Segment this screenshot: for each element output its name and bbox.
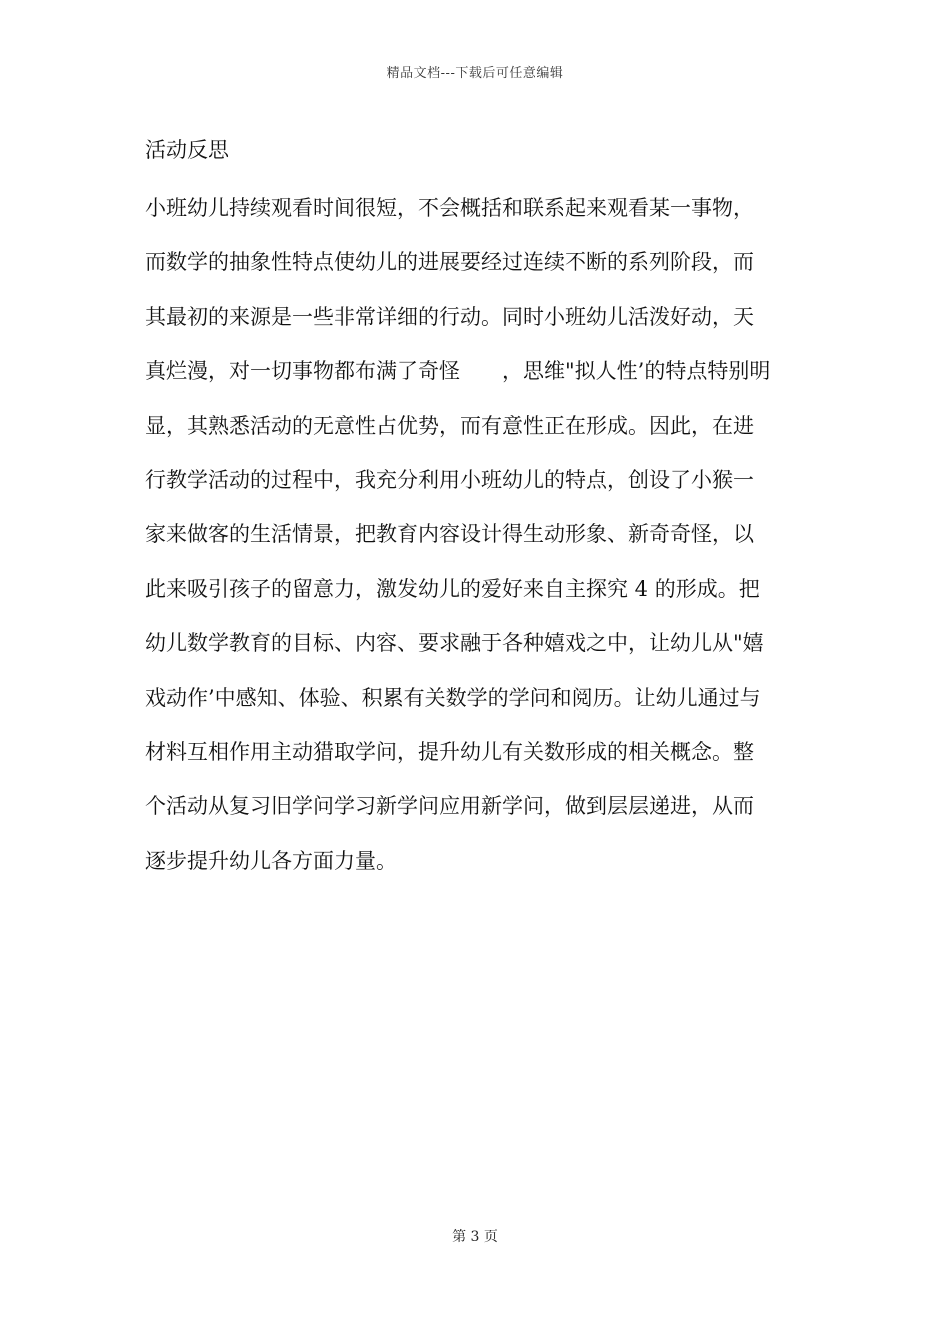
body-line: 行教学活动的过程中，我充分利用小班幼儿的特点，创设了小猴一 xyxy=(145,467,754,492)
body-line: 小班幼儿持续观看时间很短，不会概括和联系起来观看某一事物， xyxy=(145,196,754,220)
body-line: 逐步提升幼儿各方面力量。 xyxy=(145,848,397,873)
page-number: 第 3 页 xyxy=(452,1229,498,1245)
body-line: 此来吸引孩子的留意力，激发幼儿的爱好来自主探究 4 的形成。把 xyxy=(145,576,760,601)
body-line: 而数学的抽象性特点使幼儿的进展要经过连续不断的系列阶段，而 xyxy=(145,250,754,275)
body-line: 真烂漫，对一切事物都布满了奇怪 ，思维"拟人性’的特点特别明 xyxy=(145,359,771,384)
body-line: 家来做客的生活情景，把教育内容设计得生动形象、新奇奇怪，以 xyxy=(145,522,754,547)
body-line: 显，其熟悉活动的无意性占优势，而有意性正在形成。因此，在进 xyxy=(145,413,754,438)
body-line: 个活动从复习旧学问学习新学问应用新学问，做到层层递进，从而 xyxy=(145,794,754,819)
body-line: 其最初的来源是一些非常详细的行动。同时小班幼儿活泼好动，天 xyxy=(145,304,754,329)
body-line: 戏动作’中感知、体验、积累有关数学的学问和阅历。让幼儿通过与 xyxy=(145,685,761,710)
body-line: 材料互相作用主动猎取学问，提升幼儿有关数形成的相关概念。整 xyxy=(145,739,754,764)
body-text xyxy=(145,194,825,901)
page-header: 精品文档---下载后可任意编辑 xyxy=(386,66,564,81)
section-heading: 活动反思 xyxy=(145,138,229,162)
body-line: 幼儿数学教育的目标、内容、要求融于各种嬉戏之中，让幼儿从"嬉 xyxy=(145,631,764,656)
